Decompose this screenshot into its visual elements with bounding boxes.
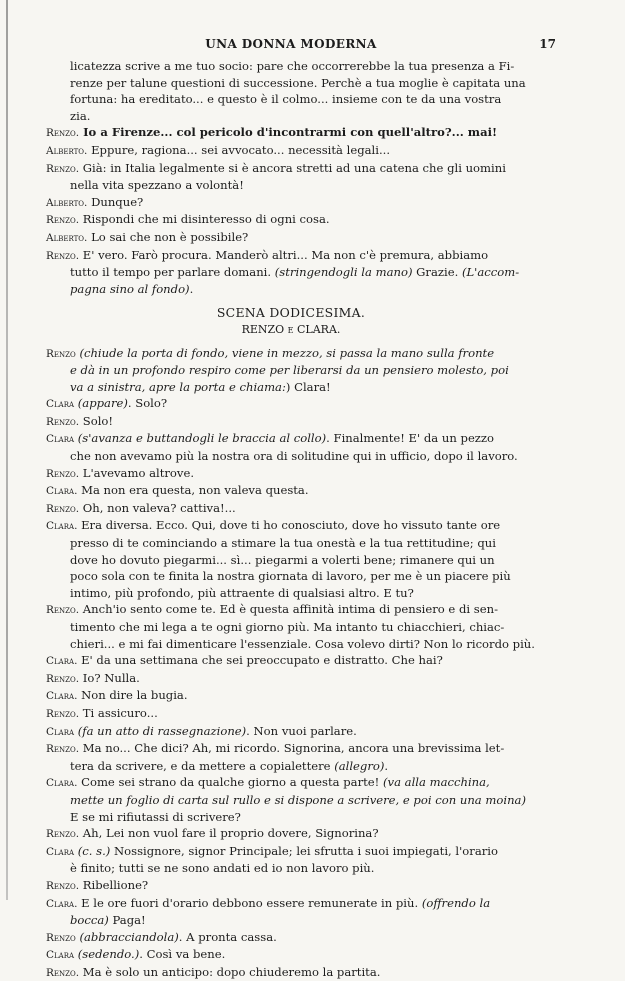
page-edge [6,0,8,900]
dialogue-text: Ti assicuro... [79,705,158,720]
speaker-name: Clara [46,398,75,411]
text-line [46,687,536,705]
speaker-name: Renzo. [46,162,80,175]
dialogue-text: Oh, non valeva? cattiva!... [79,500,236,515]
dialogue-text: Ma è solo un anticipo: dopo chiuderemo la partita. [79,964,381,979]
dialogue-text: è finito; tutti se ne sono andati ed io non lavoro più. [70,861,375,876]
running-title: UNA DONNA MODERNA [205,37,377,51]
text-line [46,413,536,431]
text-line [46,825,536,843]
dialogue-text: Io? Nulla. [79,670,140,685]
text-line [46,568,536,585]
stage-direction: (fa un atto di rassegnazione) [77,723,247,738]
speaker-name: Clara. [46,690,78,703]
page-header [46,36,556,58]
speaker-name: Alberto. [46,144,88,157]
dialogue-text: Ah, Lei non vuol fare il proprio dovere, Signorina? [79,826,379,841]
dialogue-text: Grazie. [412,265,462,280]
text-line [46,912,536,929]
stage-direction: (stringendogli la mano) [274,265,413,280]
text-line [46,792,536,809]
dialogue-text: fortuna: ha ereditato... e questo è il colmo... insieme con te da una vostra [70,92,502,107]
speaker-name: Clara. [46,485,78,498]
stage-direction: (s'avanza e buttandogli le braccia al collo) [77,431,327,446]
text-line [46,877,536,895]
dialogue-text: Era diversa. Ecco. Qui, dove ti ho conosciuto, dove ho vissuto tante ore [77,518,501,533]
dialogue-text: dove ho dovuto piegarmi... sì... piegarmi a volerti bene; rimanere qui un [70,552,495,567]
speaker-name: Clara. [46,777,78,790]
dialogue-text: tutto il tempo per parlare domani. [70,265,275,280]
dialogue-text: . [189,281,194,296]
text-line [46,636,536,653]
text-line [46,895,536,913]
dialogue-text: zia. [70,108,91,123]
dialogue-text: Ma no... Che dici? Ah, mi ricordo. Signorina, ancora una brevissima let- [79,741,505,756]
text-line [46,448,536,465]
speaker-name: Renzo. [46,604,80,617]
text-line [46,345,536,363]
page-number: 17 [539,37,556,51]
dialogue-text: Ribellione? [79,877,149,892]
stage-direction: e dà in un profondo respiro come per liberarsi da un pensiero molesto, poi [70,363,509,378]
stage-direction: bocca) [70,913,109,928]
speaker-name: Renzo. [46,415,80,428]
speaker-name: Renzo. [46,502,80,515]
dialogue-text: . Non vuoi parlare. [246,723,357,738]
text-line [46,619,536,636]
text-line [46,740,536,758]
text-line [46,517,536,535]
dialogue-text: Rispondi che mi disinteresso di ogni cosa. [79,212,330,227]
stage-direction: (allegro) [334,758,385,773]
dialogue-text: Ma non era questa, non valeva questa. [77,483,309,498]
dialogue-text: poco sola con te finita la nostra giornata di lavoro, per me è un piacere più [70,569,511,584]
text-line [46,535,536,552]
speaker-name: Clara. [46,655,78,668]
speaker-name: Renzo. [46,467,80,480]
stage-direction: mette un foglio di carta sul rullo e si dispone a scrivere, e poi con una moina) [70,792,526,807]
text-line [46,774,536,792]
dialogue-text: nella vita spezzano a volontà! [70,178,244,193]
stage-direction: (appare) [77,396,128,411]
speaker-name: Renzo. [46,127,80,140]
text-line [46,229,536,247]
stage-direction: (c. s.) [77,843,111,858]
speaker-name: Clara [46,725,75,738]
dialogue-text: Nossignore, signor Principale; lei sfrutta i suoi impiegati, l'orario [110,843,498,858]
speaker-name: Renzo [46,347,76,360]
stage-direction: va a sinistra, apre la porta e chiama: [70,379,286,394]
text-line [46,758,536,775]
dialogue-text: E' vero. Farò procura. Manderò altri... Ma non c'è premura, abbiamo [79,247,489,262]
speaker-name: Clara [46,433,75,446]
dialogue-text: chieri... e mi fai dimenticare l'essenziale. Cosa volevo dirti? Non lo ricordo più. [70,636,535,651]
scene-title: SCENA DODICESIMA. [216,305,366,321]
text-line [46,247,536,265]
dialogue-text: presso di te cominciando a stimare la tua onestà e la tua rettitudine; qui [70,536,496,551]
scene-characters: RENZO e CLARA. [241,322,341,336]
text-line [46,482,536,500]
dialogue-text: Come sei strano da qualche giorno a questa parte! [77,775,383,790]
text-line [46,465,536,483]
text-line [46,281,536,298]
text-line [46,91,536,108]
play-text [46,58,536,981]
dialogue-text: tera da scrivere, e da mettere a copialettere [70,758,335,773]
text-line [46,108,536,125]
dialogue-text: che non avevamo più la nostra ora di solitudine qui in ufficio, dopo il lavoro. [70,449,518,464]
dialogue-text: Io a Firenze... col pericolo d'incontrarmi con quell'altro?... mai! [79,125,498,140]
text-line [46,75,536,92]
speaker-name: Renzo. [46,879,80,892]
stage-direction: (sedendo.) [77,947,140,962]
speaker-name: Clara [46,845,75,858]
speaker-name: Renzo. [46,743,80,756]
dialogue-text: ) Clara! [285,379,331,394]
text-line [46,160,536,178]
speaker-name: Renzo. [46,249,80,262]
dialogue-text: E le ore fuori d'orario debbono essere remunerate in più. [77,895,422,910]
text-line [46,946,536,964]
speaker-name: Renzo. [46,966,80,979]
text-line [46,500,536,518]
text-line [46,552,536,569]
dialogue-text: intimo, più profondo, più attraente di qualsiasi altro. E tu? [70,585,414,600]
dialogue-text: . A pronta cassa. [178,929,277,944]
dialogue-text: . Solo? [127,396,168,411]
text-line [46,652,536,670]
dialogue-text: Anch'io sento come te. Ed è questa affinità intima di pensiero e di sen- [79,602,498,617]
dialogue-text: . Così va bene. [139,947,226,962]
stage-direction: (offrendo la [421,895,491,910]
dialogue-text: L'avevamo altrove. [79,465,195,480]
text-line [46,601,536,619]
text-line [46,860,536,877]
dialogue-text: . [384,758,389,773]
dialogue-text: Già: in Italia legalmente si è ancora stretti ad una catena che gli uomini [79,160,506,175]
stage-direction: (abbracciandola) [79,929,179,944]
speaker-name: Clara [46,949,75,962]
dialogue-text: E' da una settimana che sei preoccupato e distratto. Che hai? [77,653,443,668]
speaker-name: Renzo. [46,707,80,720]
stage-direction: pagna sino al fondo) [70,281,190,296]
text-line [46,124,536,142]
dialogue-text: Eppure, ragiona... sei avvocato... necessità legali... [87,142,391,157]
dialogue-text: licatezza scrive a me tuo socio: pare che occorrerebbe la tua presenza a Fi- [70,59,515,73]
dialogue-text: . Finalmente! E' da un pezzo [326,431,495,446]
text-line [46,929,536,947]
text-line [46,58,536,75]
text-line [46,843,536,861]
speaker-name: Renzo [46,931,76,944]
text-line [46,964,536,981]
text-line [46,177,536,194]
text-line [46,142,536,160]
text-line [46,362,536,379]
text-line [46,211,536,229]
speaker-name: Renzo. [46,214,80,227]
dialogue-text: Solo! [79,413,114,428]
speaker-name: Alberto. [46,231,88,244]
dialogue-text: Non dire la bugia. [77,688,188,703]
dialogue-text: renze per talune questioni di successione. Perchè a tua moglie è capitata una [70,75,526,90]
stage-direction: (L'accom- [461,265,520,280]
speaker-name: Renzo. [46,828,80,841]
stage-direction: (chiude la porta di fondo, viene in mezzo, si passa la mano sulla fronte [79,345,495,360]
speaker-name: Clara. [46,897,78,910]
text-line [46,395,536,413]
dialogue-text: Dunque? [87,194,144,209]
text-line [46,264,536,281]
text-line [46,670,536,688]
text-line [46,723,536,741]
dialogue-text: Paga! [108,913,146,928]
text-line [46,809,536,826]
stage-direction: (va alla macchina, [383,775,490,790]
speaker-name: Alberto. [46,196,88,209]
text-line [46,379,536,396]
text-line [46,705,536,723]
speaker-name: Renzo. [46,672,80,685]
dialogue-text: timento che mi lega a te ogni giorno più. Ma intanto tu chiacchieri, chiac- [70,620,505,634]
text-line [46,430,536,448]
book-page [46,36,556,981]
dialogue-text: Lo sai che non è possibile? [87,229,249,244]
text-line [46,194,536,212]
text-line [46,585,536,602]
speaker-name: Clara. [46,520,78,533]
dialogue-text: E se mi rifiutassi di scrivere? [70,809,241,824]
